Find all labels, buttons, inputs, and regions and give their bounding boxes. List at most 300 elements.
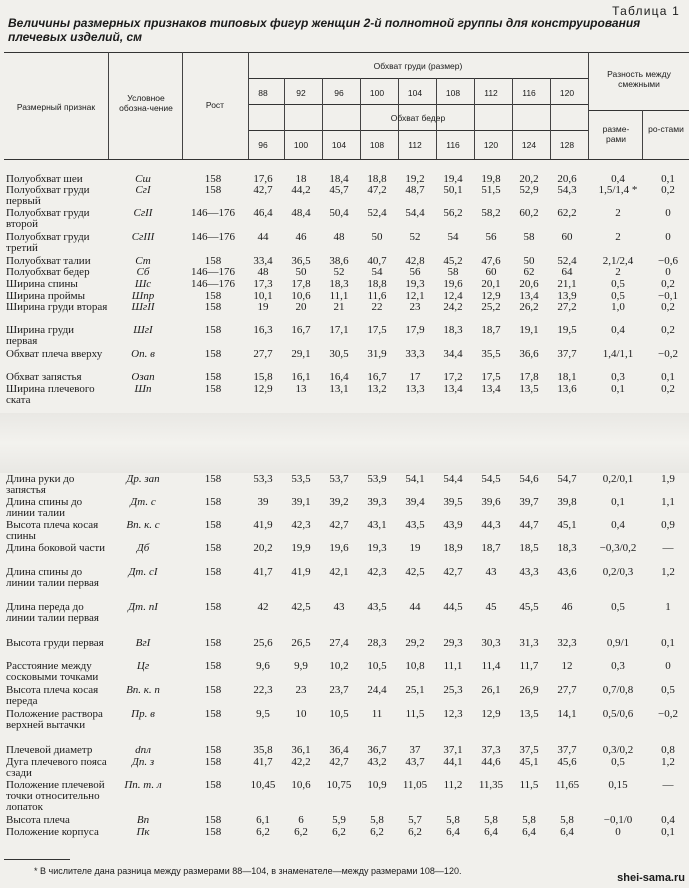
- size-value: 36,6: [519, 348, 539, 360]
- feature-symbol: Цг: [136, 660, 150, 672]
- size-value: 24,4: [367, 684, 387, 696]
- size-value: 18,7: [481, 542, 501, 554]
- feature-symbol: Дб: [136, 542, 150, 554]
- size-value: 19,6: [443, 278, 463, 290]
- size-value: 16,4: [329, 371, 349, 383]
- size-value: 21,1: [557, 278, 577, 290]
- height-value: 158: [204, 756, 222, 768]
- size-value: 26,9: [519, 684, 539, 696]
- feature-name: Длина спины до линии талии первая: [6, 566, 99, 589]
- header-hip-group: Обхват бедер: [390, 113, 446, 123]
- size-value: 38,6: [329, 255, 349, 267]
- size-value: 10,9: [367, 779, 387, 791]
- size-value: 54,4: [443, 473, 463, 485]
- feature-name: Обхват запястья: [6, 371, 82, 383]
- size-difference: 2: [615, 266, 621, 278]
- size-value: 41,9: [291, 566, 311, 578]
- size-value: 42,3: [367, 566, 387, 578]
- size-value: 47,2: [367, 184, 387, 196]
- feature-symbol: Дт. сI: [128, 566, 158, 578]
- size-difference: 2: [615, 207, 621, 219]
- size-value: 56: [485, 231, 497, 243]
- size-value: 17,6: [253, 173, 273, 185]
- size-value: 17,8: [291, 278, 311, 290]
- size-value: 28,3: [367, 637, 387, 649]
- header-symbol: Условное обозна-чение: [119, 93, 173, 113]
- size-value: 53,5: [291, 473, 311, 485]
- size-value: 12: [561, 660, 573, 672]
- size-value: 5,7: [408, 814, 422, 826]
- size-value: 31,9: [367, 348, 387, 360]
- height-value: 158: [204, 383, 222, 395]
- size-value: 21: [333, 301, 345, 313]
- feature-symbol: СгI: [135, 184, 151, 196]
- height-value: 146—176: [191, 231, 235, 243]
- header-diff-group: Разность между смежными: [607, 69, 671, 89]
- size-difference: 0,1: [611, 496, 625, 508]
- hip-size-header: 108: [369, 140, 385, 150]
- height-value: 158: [204, 496, 222, 508]
- feature-symbol: dпл: [135, 744, 151, 756]
- height-value: 158: [204, 637, 222, 649]
- size-value: 52: [409, 231, 421, 243]
- size-value: 18,3: [329, 278, 349, 290]
- feature-name: Высота плеча косая спины: [6, 519, 99, 542]
- height-value: 158: [204, 814, 222, 826]
- size-value: 25,3: [443, 684, 463, 696]
- size-value: 36,1: [291, 744, 311, 756]
- feature-symbol: Шпр: [131, 290, 155, 302]
- feature-name: Длина руки до запястья: [6, 473, 75, 496]
- size-value: 46,4: [253, 207, 273, 219]
- size-value: 56: [409, 266, 421, 278]
- size-value: 54,6: [519, 473, 539, 485]
- feature-symbol: Пп. т. л: [124, 779, 162, 791]
- header-divider: [642, 110, 643, 159]
- size-value: 13: [295, 383, 307, 395]
- size-value: 10,45: [250, 779, 276, 791]
- size-value: 42,5: [405, 566, 425, 578]
- size-value: 18,7: [481, 324, 501, 336]
- height-difference: 0,2: [661, 383, 675, 395]
- size-value: 10,6: [291, 290, 311, 302]
- size-value: 23: [409, 301, 421, 313]
- size-difference: 0,9/1: [606, 637, 630, 649]
- size-value: 13,5: [519, 708, 539, 720]
- size-value: 5,8: [484, 814, 498, 826]
- size-value: 20,2: [519, 173, 539, 185]
- size-value: 48,4: [291, 207, 311, 219]
- size-value: 45,6: [557, 756, 577, 768]
- size-value: 6,4: [484, 826, 498, 838]
- size-value: 11: [371, 708, 383, 720]
- height-difference: 1,9: [661, 473, 675, 485]
- size-value: 11,5: [405, 708, 425, 720]
- size-value: 40,7: [367, 255, 387, 267]
- size-value: 46: [561, 601, 573, 613]
- height-difference: 1,1: [661, 496, 675, 508]
- size-value: 13,4: [443, 383, 463, 395]
- feature-symbol: Вп: [136, 814, 150, 826]
- feature-symbol: Сб: [136, 266, 150, 278]
- size-value: 44: [257, 231, 269, 243]
- size-value: 50,4: [329, 207, 349, 219]
- height-difference: 0,1: [661, 371, 675, 383]
- size-value: 25,2: [481, 301, 501, 313]
- size-value: 37,7: [557, 348, 577, 360]
- size-value: 50: [371, 231, 383, 243]
- size-value: 42,1: [329, 566, 349, 578]
- size-value: 20,6: [557, 173, 577, 185]
- size-difference: 0,5: [611, 278, 625, 290]
- chest-size-header: 88: [258, 88, 268, 98]
- size-value: 11,4: [481, 660, 501, 672]
- size-value: 6: [298, 814, 304, 826]
- size-value: 20,6: [519, 278, 539, 290]
- size-value: 12,9: [481, 708, 501, 720]
- height-difference: 0,1: [661, 826, 675, 838]
- size-value: 17,5: [367, 324, 387, 336]
- size-value: 19,3: [367, 542, 387, 554]
- height-difference: 0,5: [661, 684, 675, 696]
- height-difference: 1,2: [661, 756, 675, 768]
- header-height: Рост: [205, 100, 225, 110]
- header-diff-sizes: разме-рами: [602, 124, 630, 144]
- feature-symbol: Озап: [131, 371, 155, 383]
- size-value: 10,5: [367, 660, 387, 672]
- size-value: 11,05: [402, 779, 428, 791]
- height-difference: −0,2: [658, 708, 678, 720]
- hip-size-header: 128: [559, 140, 575, 150]
- size-value: 48,7: [405, 184, 425, 196]
- size-value: 52,4: [367, 207, 387, 219]
- size-value: 6,2: [408, 826, 422, 838]
- height-value: 158: [204, 542, 222, 554]
- header-mid-rule: [248, 104, 588, 105]
- size-difference: 0,7/0,8: [602, 684, 634, 696]
- size-value: 12,3: [443, 708, 463, 720]
- header-feature: Размерный признак: [16, 102, 96, 112]
- size-value: 39,2: [329, 496, 349, 508]
- size-value: 11,5: [519, 779, 539, 791]
- feature-name: Полуобхват груди третий: [6, 231, 90, 254]
- size-value: 62: [523, 266, 535, 278]
- height-value: 158: [204, 708, 222, 720]
- feature-name: Ширина груди вторая: [6, 301, 108, 313]
- size-value: 11,7: [519, 660, 539, 672]
- size-value: 11,35: [478, 779, 504, 791]
- height-difference: −0,6: [658, 255, 678, 267]
- size-value: 39,1: [291, 496, 311, 508]
- chest-size-header: 104: [407, 88, 423, 98]
- size-difference: 0,5: [611, 756, 625, 768]
- size-value: 54,7: [557, 473, 577, 485]
- header-chest-rule: [248, 78, 588, 79]
- size-value: 16,7: [291, 324, 311, 336]
- size-value: 6,2: [370, 826, 384, 838]
- size-value: 19,3: [405, 278, 425, 290]
- size-value: 39,5: [443, 496, 463, 508]
- size-value: 13,6: [557, 383, 577, 395]
- height-value: 158: [204, 779, 222, 791]
- size-value: 43,6: [557, 566, 577, 578]
- size-value: 58: [447, 266, 459, 278]
- hip-size-header: 100: [293, 140, 309, 150]
- feature-name: Положение плечевой точки относительно лопаток: [6, 779, 105, 813]
- size-difference: 0,5/0,6: [602, 708, 634, 720]
- size-value: 37,7: [557, 744, 577, 756]
- size-value: 20,1: [481, 278, 501, 290]
- size-difference: 0,1: [611, 383, 625, 395]
- size-value: 39,6: [481, 496, 501, 508]
- feature-symbol: Дт. пI: [128, 601, 158, 613]
- feature-name: Ширина плечевого ската: [6, 383, 95, 406]
- feature-symbol: Оп. в: [131, 348, 155, 360]
- size-value: 5,8: [560, 814, 574, 826]
- size-difference: 0,5: [611, 601, 625, 613]
- size-value: 47,6: [481, 255, 501, 267]
- size-value: 29,3: [443, 637, 463, 649]
- size-value: 46: [295, 231, 307, 243]
- size-value: 44,5: [443, 601, 463, 613]
- size-value: 17,2: [443, 371, 463, 383]
- height-difference: 0,2: [661, 324, 675, 336]
- size-value: 5,8: [522, 814, 536, 826]
- feature-name: Высота груди первая: [6, 637, 104, 649]
- size-value: 64: [561, 266, 573, 278]
- height-difference: 0: [665, 266, 671, 278]
- size-value: 42,7: [443, 566, 463, 578]
- height-difference: 1,2: [661, 566, 675, 578]
- size-difference: 0,4: [611, 519, 625, 531]
- size-value: 44,6: [481, 756, 501, 768]
- header-diff-rule: [588, 110, 689, 111]
- size-value: 5,8: [446, 814, 460, 826]
- feature-symbol: Вп. к. с: [126, 519, 160, 531]
- size-value: 19: [409, 542, 421, 554]
- size-value: 39,3: [367, 496, 387, 508]
- size-value: 44,3: [481, 519, 501, 531]
- header-diff-heights: ро-стами: [648, 124, 684, 134]
- height-difference: 1: [665, 601, 671, 613]
- height-value: 146—176: [191, 207, 235, 219]
- size-value: 60: [485, 266, 497, 278]
- footnote-rule: [4, 859, 70, 860]
- size-value: 27,2: [557, 301, 577, 313]
- size-value: 5,8: [370, 814, 384, 826]
- height-difference: 0: [665, 660, 671, 672]
- size-value: 31,3: [519, 637, 539, 649]
- feature-name: Плечевой диаметр: [6, 744, 93, 756]
- feature-symbol: СгIII: [131, 231, 155, 243]
- size-value: 43,7: [405, 756, 425, 768]
- height-value: 146—176: [191, 266, 235, 278]
- feature-name: Положение раствора верхней вытачки: [6, 708, 103, 731]
- height-value: 146—176: [191, 278, 235, 290]
- size-value: 30,5: [329, 348, 349, 360]
- size-value: 54: [371, 266, 383, 278]
- size-value: 43,1: [367, 519, 387, 531]
- size-value: 42,5: [291, 601, 311, 613]
- size-difference: 2,1/2,4: [602, 255, 634, 267]
- header-bottom-rule: [4, 159, 689, 160]
- height-value: 158: [204, 173, 222, 185]
- size-value: 19,5: [557, 324, 577, 336]
- size-value: 11,65: [554, 779, 580, 791]
- size-value: 14,1: [557, 708, 577, 720]
- chest-size-header: 116: [522, 88, 536, 98]
- table-number: Таблица 1: [612, 4, 680, 18]
- size-value: 37,3: [481, 744, 501, 756]
- chest-size-header: 120: [559, 88, 575, 98]
- height-difference: 0,1: [661, 637, 675, 649]
- size-value: 43,5: [367, 601, 387, 613]
- size-value: 26,1: [481, 684, 501, 696]
- size-value: 41,7: [253, 756, 273, 768]
- size-value: 45,1: [519, 756, 539, 768]
- size-value: 45: [485, 601, 497, 613]
- size-value: 10,75: [326, 779, 352, 791]
- size-value: 43: [485, 566, 497, 578]
- height-value: 158: [204, 473, 222, 485]
- size-value: 6,4: [522, 826, 536, 838]
- size-value: 26,5: [291, 637, 311, 649]
- footnote: * В числителе дана разница между размерами 88—104, в знаменателе—между размерами 108—120.: [34, 866, 462, 876]
- feature-name: Длина переда до линии талии первая: [6, 601, 99, 624]
- feature-symbol: ШгI: [133, 324, 153, 336]
- size-value: 19,8: [481, 173, 501, 185]
- feature-symbol: ВгI: [135, 637, 151, 649]
- height-difference: 0,9: [661, 519, 675, 531]
- size-value: 37,1: [443, 744, 463, 756]
- hip-size-header: 104: [331, 140, 347, 150]
- size-value: 39,4: [405, 496, 425, 508]
- size-value: 44,2: [291, 184, 311, 196]
- size-value: 12,1: [405, 290, 425, 302]
- size-value: 27,7: [557, 684, 577, 696]
- size-value: 18,1: [557, 371, 577, 383]
- size-value: 58: [523, 231, 535, 243]
- size-value: 17,3: [253, 278, 273, 290]
- size-value: 50: [295, 266, 307, 278]
- height-difference: −0,2: [658, 348, 678, 360]
- size-difference: 0,3: [611, 371, 625, 383]
- height-difference: —: [662, 779, 674, 791]
- height-difference: 0,2: [661, 184, 675, 196]
- size-value: 42,7: [329, 519, 349, 531]
- size-value: 27,4: [329, 637, 349, 649]
- header-divider: [588, 52, 589, 159]
- height-value: 158: [204, 371, 222, 383]
- feature-symbol: Др. зап: [126, 473, 160, 485]
- feature-symbol: Пк: [136, 826, 150, 838]
- size-value: 44,1: [443, 756, 463, 768]
- height-value: 158: [204, 826, 222, 838]
- height-value: 158: [204, 684, 222, 696]
- size-value: 51,5: [481, 184, 501, 196]
- size-value: 52: [333, 266, 345, 278]
- size-value: 45,7: [329, 184, 349, 196]
- size-value: 29,2: [405, 637, 425, 649]
- size-value: 35,8: [253, 744, 273, 756]
- size-difference: 0,4: [611, 324, 625, 336]
- size-value: 45,1: [557, 519, 577, 531]
- size-value: 18,3: [557, 542, 577, 554]
- size-value: 43,2: [367, 756, 387, 768]
- height-value: 158: [204, 601, 222, 613]
- feature-name: Положение корпуса: [6, 826, 99, 838]
- size-value: 9,5: [256, 708, 270, 720]
- size-value: 13,4: [481, 383, 501, 395]
- size-value: 18,9: [443, 542, 463, 554]
- height-difference: 0,1: [661, 173, 675, 185]
- size-value: 25,1: [405, 684, 425, 696]
- size-value: 11,1: [329, 290, 349, 302]
- size-value: 36,4: [329, 744, 349, 756]
- size-value: 10,1: [253, 290, 273, 302]
- size-value: 16,7: [367, 371, 387, 383]
- size-value: 13,9: [557, 290, 577, 302]
- feature-name: Ширина проймы: [6, 290, 86, 302]
- size-value: 62,2: [557, 207, 577, 219]
- size-value: 33,3: [405, 348, 425, 360]
- size-value: 18,4: [329, 173, 349, 185]
- size-value: 13,1: [329, 383, 349, 395]
- size-value: 6,1: [256, 814, 270, 826]
- size-value: 12,9: [253, 383, 273, 395]
- size-value: 9,9: [294, 660, 308, 672]
- size-value: 39,7: [519, 496, 539, 508]
- size-value: 19: [257, 301, 269, 313]
- size-difference: 0,15: [608, 779, 628, 791]
- height-difference: 0,8: [661, 744, 675, 756]
- size-value: 30,3: [481, 637, 501, 649]
- size-difference: 0,5: [611, 290, 625, 302]
- size-difference: 0,2/0,1: [602, 473, 634, 485]
- size-value: 10,6: [291, 779, 311, 791]
- height-value: 158: [204, 348, 222, 360]
- feature-symbol: Дт. с: [130, 496, 156, 508]
- size-value: 43,5: [405, 519, 425, 531]
- feature-symbol: Ст: [135, 255, 151, 267]
- size-value: 18,5: [519, 542, 539, 554]
- size-value: 60,2: [519, 207, 539, 219]
- size-value: 10,2: [329, 660, 349, 672]
- height-value: 158: [204, 324, 222, 336]
- size-value: 45,5: [519, 601, 539, 613]
- size-difference: 0,4: [611, 173, 625, 185]
- page-gap: [0, 413, 689, 473]
- chest-size-header: 100: [369, 88, 385, 98]
- size-value: 13,4: [519, 290, 539, 302]
- size-value: 9,6: [256, 660, 270, 672]
- size-difference: 0,3/0,2: [602, 744, 634, 756]
- header-top-rule: [4, 52, 689, 53]
- feature-name: Высота плеча косая переда: [6, 684, 99, 707]
- size-difference: −0,1/0: [603, 814, 633, 826]
- size-value: 23: [295, 684, 307, 696]
- feature-name: Полуобхват талии: [6, 255, 91, 267]
- feature-symbol: СгII: [133, 207, 153, 219]
- size-difference: 0,2/0,3: [602, 566, 634, 578]
- size-value: 19,4: [443, 173, 463, 185]
- feature-symbol: Пр. в: [131, 708, 155, 720]
- size-difference: 2: [615, 231, 621, 243]
- size-value: 15,8: [253, 371, 273, 383]
- feature-symbol: Сш: [135, 173, 151, 185]
- feature-symbol: Дп. з: [131, 756, 155, 768]
- feature-name: Ширина спины: [6, 278, 78, 290]
